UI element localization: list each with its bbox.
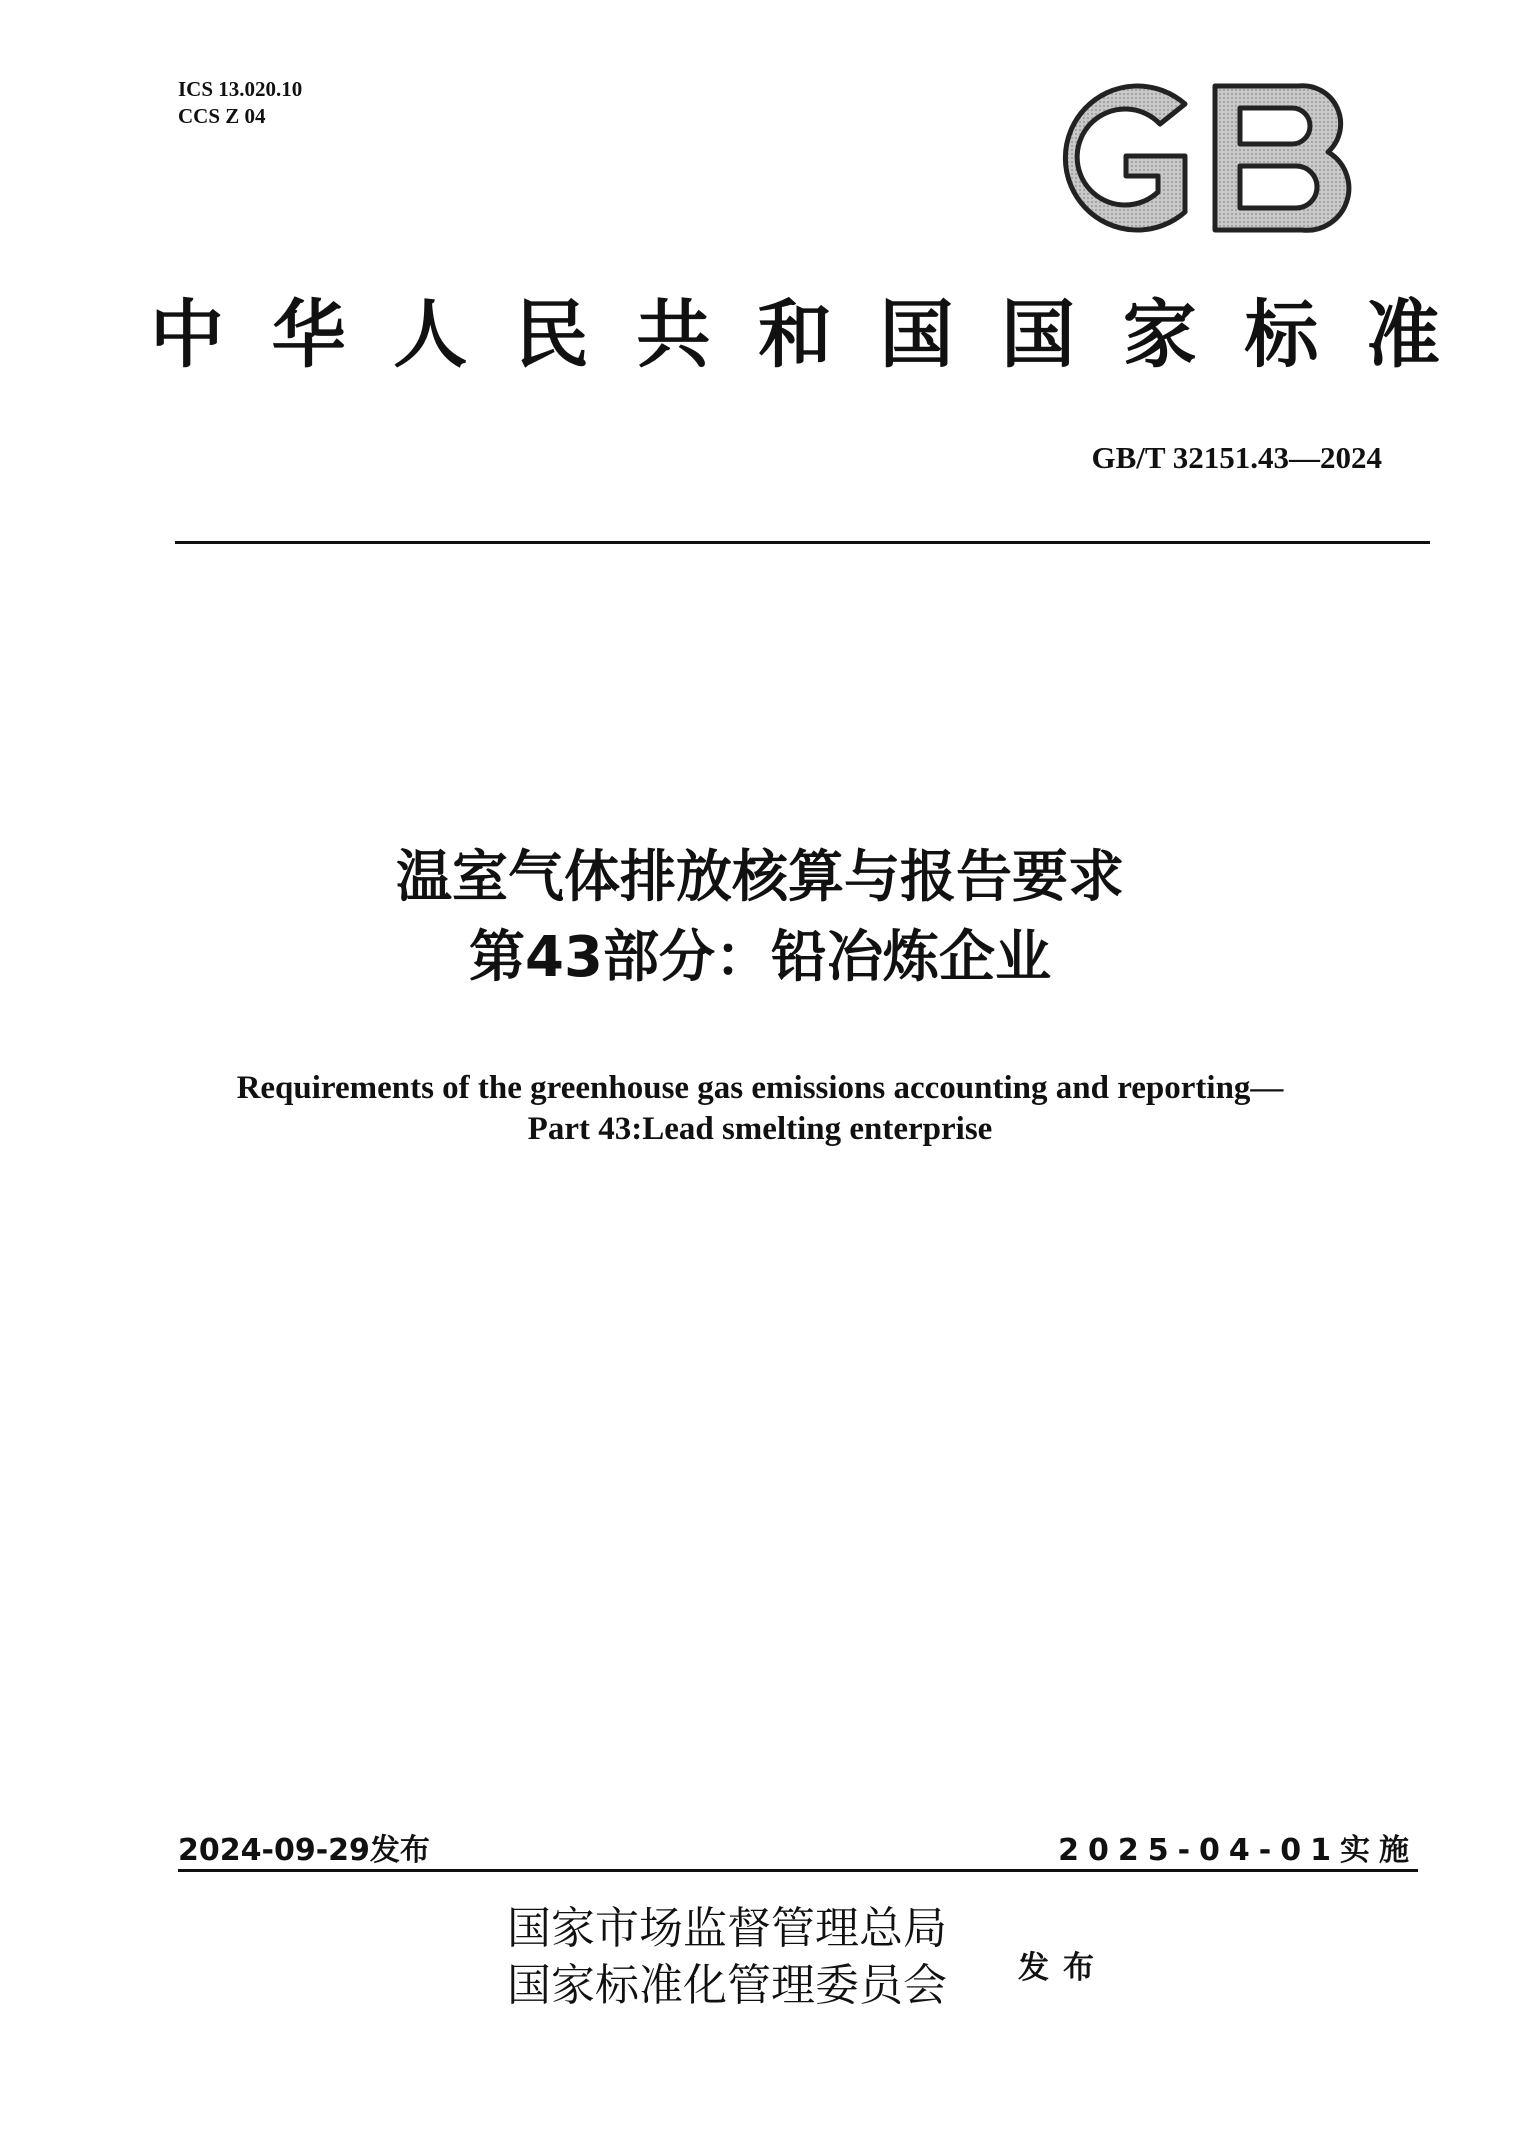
title-chinese [0,838,1520,998]
gb-logo [1030,68,1380,248]
title-english-line1: Requirements of the greenhouse gas emissions accounting and reporting— [236,1070,1284,1106]
classification-codes [178,76,302,130]
heading-char: 华 [271,292,346,378]
ccs-code: CCS Z 04 [178,104,266,128]
issue-date: 2024-09-29发布 [178,1833,430,1868]
heading-char: 准 [1365,292,1440,378]
title-english [0,1068,1520,1150]
publisher-1: 国家市场监督管理总局 [507,1903,947,1954]
title-english-line2: Part 43:Lead smelting enterprise [527,1111,993,1147]
heading-char: 国 [1001,292,1076,378]
heading-char: 标 [1244,292,1319,378]
heading-char: 家 [1122,292,1197,378]
heading-char: 国 [879,292,954,378]
heading-char: 人 [393,292,468,378]
heading-char: 共 [636,292,711,378]
title-chinese-line1: 温室气体排放核算与报告要求 [396,845,1124,910]
header-divider [175,541,1430,544]
publisher-2: 国家标准化管理委员会 [507,1960,947,2011]
implementation-date: 2025-04-01实施 [1058,1833,1418,1868]
footer-divider [178,1869,1418,1872]
publishers [507,1900,947,2014]
publish-label: 发布 [1018,1950,1108,1986]
title-chinese-line2: 第43部分：铅冶炼企业 [469,925,1051,990]
heading-char: 中 [150,292,224,378]
dates-row [178,1827,1418,1871]
standard-number: GB/T 32151.43—2024 [1091,440,1382,475]
heading-char: 和 [757,292,832,378]
heading-char: 民 [514,292,589,378]
national-standard-heading [150,290,1440,380]
ics-code: ICS 13.020.10 [178,77,303,101]
